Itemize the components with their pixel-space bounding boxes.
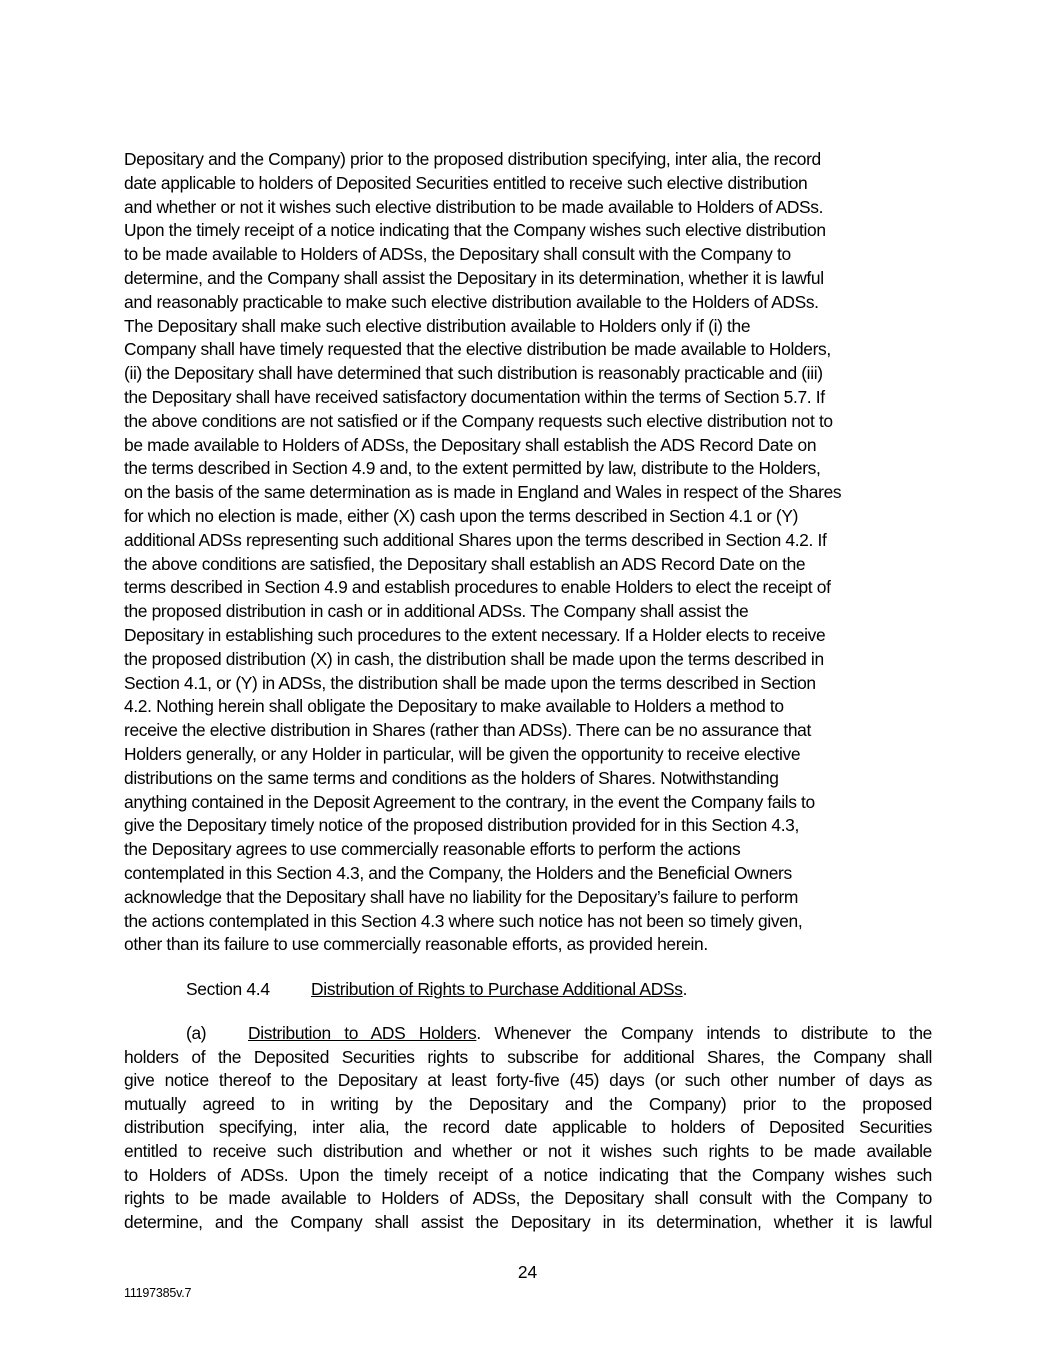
text-line: the above conditions are not satisfied or if the Company requests such elective distribution not to <box>124 410 833 431</box>
subsection-title: Distribution to ADS Holders <box>248 1023 477 1043</box>
text-line: the Depositary agrees to use commercially reasonable efforts to perform the actions <box>124 839 741 860</box>
text-line: on the basis of the same determination as is made in England and Wales in respect of the Shares <box>124 482 842 503</box>
text-line: the terms described in Section 4.9 and, to the extent permitted by law, distribute to the Holders, <box>124 458 821 479</box>
text-line: distribution specifying, inter alia, the record date applicable to holders of Deposited Securities <box>124 1117 932 1138</box>
text-line: Section 4.1, or (Y) in ADSs, the distribution shall be made upon the terms described in Section <box>124 672 816 693</box>
page-number: 24 <box>517 1262 538 1282</box>
section-title: Distribution of Rights to Purchase Additional ADSs <box>311 979 683 999</box>
text-line: receive the elective distribution in Shares (rather than ADSs). There can be no assurance that <box>124 720 811 741</box>
text-line: for which no election is made, either (X) cash upon the terms described in Section 4.1 or (Y) <box>124 505 799 526</box>
text-line: The Depositary shall make such elective distribution available to Holders only if (i) the <box>124 315 751 336</box>
text-line: additional ADSs representing such additional Shares upon the terms described in Section 4.2. If <box>124 529 827 550</box>
text-line: Depositary and the Company) prior to the proposed distribution specifying, inter alia, the record <box>124 149 821 169</box>
section-heading <box>186 977 687 1001</box>
section-number: Section 4.4 <box>186 979 270 999</box>
text-line: and whether or not it wishes such elective distribution to be made available to Holders of ADSs. <box>124 196 824 217</box>
text-line: the actions contemplated in this Section 4.3 where such notice has not been so timely given, <box>124 910 803 931</box>
text-line: entitled to receive such distribution and whether or not it wishes such rights to be made available <box>124 1140 932 1161</box>
text-line: other than its failure to use commercially reasonable efforts, as provided herein. <box>124 934 708 955</box>
text-line: Company shall have timely requested that the elective distribution be made available to Holders, <box>124 339 831 360</box>
text-line: rights to be made available to Holders of ADSs, the Depositary shall consult with the Company to <box>124 1188 932 1209</box>
text-line: the proposed distribution in cash or in additional ADSs. The Company shall assist the <box>124 601 749 622</box>
text-line: Depositary in establishing such procedures to the extent necessary. If a Holder elects to receive <box>124 624 826 645</box>
text-line: Upon the timely receipt of a notice indicating that the Company wishes such elective distribution <box>124 220 826 241</box>
text-line: the proposed distribution (X) in cash, the distribution shall be made upon the terms described in <box>124 648 824 669</box>
text-line <box>124 1022 932 1046</box>
text-line: determine, and the Company shall assist the Depositary in its determination, whether it is lawful <box>124 267 824 288</box>
document-id: 11197385v.7 <box>124 1286 192 1300</box>
text-line: be made available to Holders of ADSs, the Depositary shall establish the ADS Record Date on <box>124 434 817 455</box>
text-line: anything contained in the Deposit Agreement to the contrary, in the event the Company fails to <box>124 791 815 812</box>
text-line: mutually agreed to in writing by the Depositary and the Company) prior to the proposed <box>124 1093 932 1114</box>
text-line: give the Depositary timely notice of the proposed distribution provided for in this Section 4.3, <box>124 815 799 836</box>
text-line: terms described in Section 4.9 and establish procedures to enable Holders to elect the receipt of <box>124 577 831 598</box>
text-line: (ii) the Depositary shall have determined that such distribution is reasonably practicable and (iii) <box>124 363 823 384</box>
subsection-first-line-text: . Whenever the Company intends to distribute to the <box>476 1023 932 1043</box>
text-line: the Depositary shall have received satisfactory documentation within the terms of Section 5.7. If <box>124 386 825 407</box>
text-line: to Holders of ADSs. Upon the timely receipt of a notice indicating that the Company wishes such <box>124 1164 932 1185</box>
text-line: the above conditions are satisfied, the Depositary shall establish an ADS Record Date on the <box>124 553 806 574</box>
text-line: and reasonably practicable to make such elective distribution available to the Holders of ADSs. <box>124 291 819 312</box>
text-line: date applicable to holders of Deposited Securities entitled to receive such elective distribution <box>124 172 808 193</box>
text-line: to be made available to Holders of ADSs, the Depositary shall consult with the Company to <box>124 244 791 265</box>
text-line: acknowledge that the Depositary shall have no liability for the Depositary’s failure to perform <box>124 886 799 907</box>
text-line: give notice thereof to the Depositary at least forty-five (45) days (or such other number of days as <box>124 1070 932 1091</box>
text-line: distributions on the same terms and conditions as the holders of Shares. Notwithstanding <box>124 767 779 788</box>
text-line: determine, and the Company shall assist the Depositary in its determination, whether it is lawful <box>124 1211 932 1232</box>
subsection-label: (a) <box>186 1023 207 1043</box>
paragraph-elective-distribution <box>124 148 932 957</box>
section-title-period: . <box>682 979 688 999</box>
text-line: 4.2. Nothing herein shall obligate the Depositary to make available to Holders a method to <box>124 696 784 717</box>
paragraph-distribution-to-ads-holders <box>124 1022 932 1234</box>
text-line: holders of the Deposited Securities rights to subscribe for additional Shares, the Company shall <box>124 1046 932 1067</box>
text-line: contemplated in this Section 4.3, and the Company, the Holders and the Beneficial Owners <box>124 862 792 883</box>
text-line: Holders generally, or any Holder in particular, will be given the opportunity to receive elective <box>124 743 801 764</box>
